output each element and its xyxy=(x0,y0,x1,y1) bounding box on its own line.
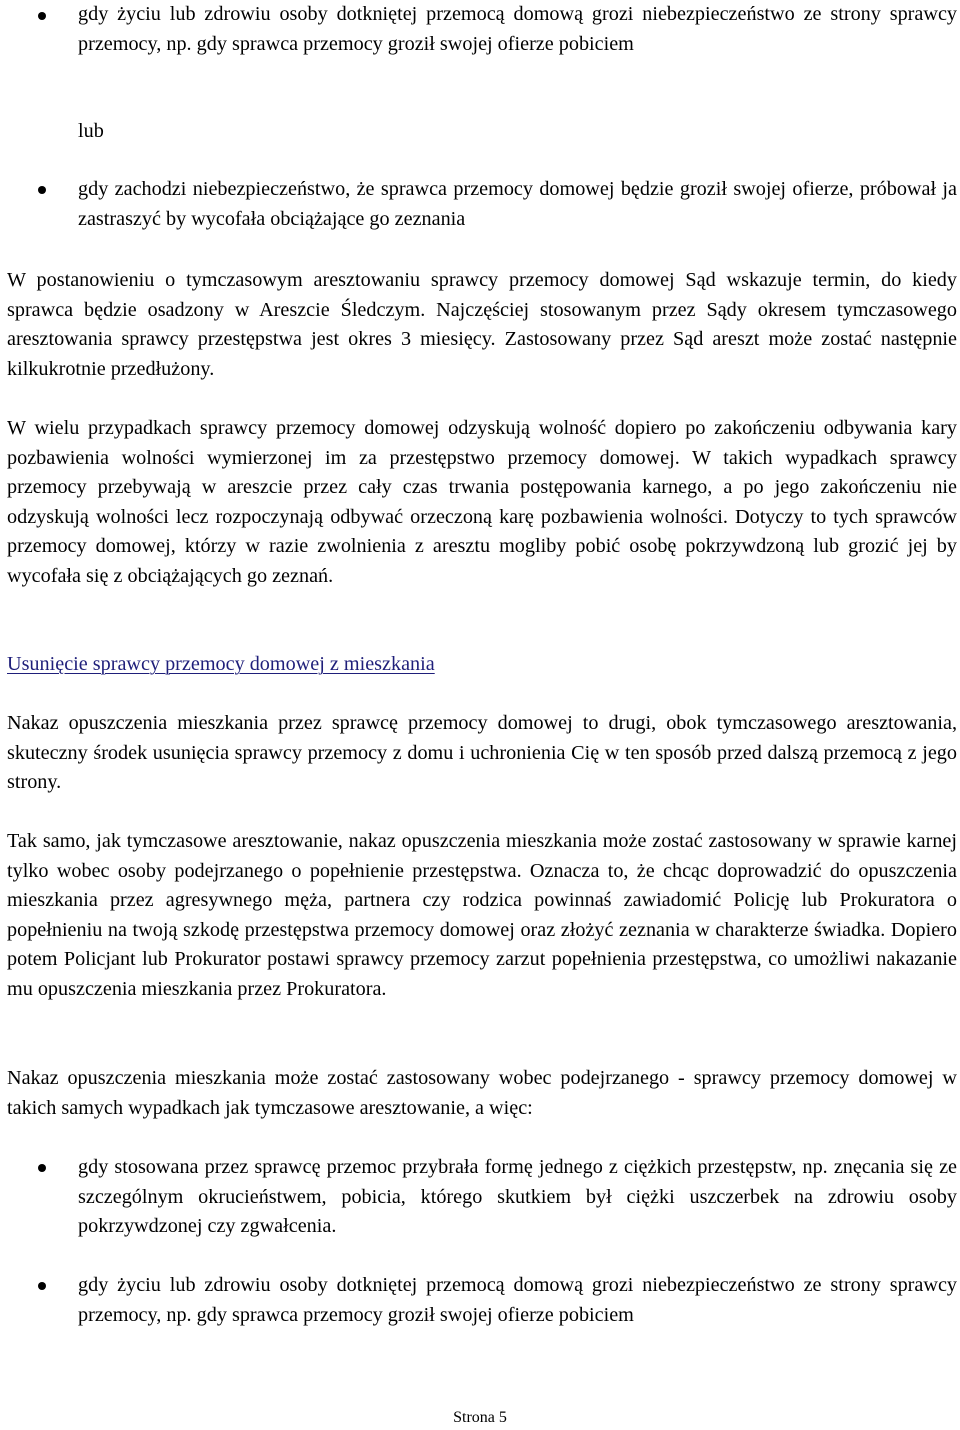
paragraph: W wielu przypadkach sprawcy przemocy domowej odzyskują wolność dopiero po zakończeniu odbywania kary pozbawienia wolności wymierzonej im za przestępstwo przemocy domowej. W takich wypadkach sprawcy przemocy przebywają w areszcie przez cały czas trwania postępowania karnego, a po jego zakończeniu nie odzyskują wolności lecz rozpoczynają odbywać orzeczoną karę pozbawienia wolności. Dotyczy to tych sprawców przemocy domowej, którzy w razie zwolnienia z aresztu mogliby pobić osobę pokrzywdzoną lub grozić jej by wycofała się z obciążających go zeznań. xyxy=(7,417,957,587)
bullet-dot xyxy=(38,1282,46,1290)
bullet-item: gdy życiu lub zdrowiu osoby dotkniętej przemocą domową grozi niebezpieczeństwo ze strony sprawcy przemocy, np. gdy sprawca przemocy groził swojej ofierze pobiciem xyxy=(78,1274,957,1326)
bullet-dot xyxy=(38,12,46,20)
connector-text: lub xyxy=(78,120,104,142)
bullet-item: gdy zachodzi niebezpieczeństwo, że sprawca przemocy domowej będzie groził swojej ofierze, próbował ja zastraszyć by wycofała obciążające go zeznania xyxy=(78,178,957,230)
paragraph: Nakaz opuszczenia mieszkania może zostać zastosowany wobec podejrzanego - sprawcy przemocy domowej w takich samych wypadkach jak tymczasowe aresztowanie, a więc: xyxy=(7,1067,957,1119)
paragraph: Nakaz opuszczenia mieszkania przez sprawcę przemocy domowej to drugi, obok tymczasowego aresztowania, skuteczny środek usunięcia sprawcy przemocy z domu i uchronienia Cię w ten sposób przed dalszą przemocą z jego strony. xyxy=(7,712,957,793)
section-heading: Usunięcie sprawcy przemocy domowej z mieszkania xyxy=(7,653,435,675)
bullet-item: gdy stosowana przez sprawcę przemoc przybrała formę jednego z ciężkich przestępstw, np. znęcania się ze szczególnym okrucieństwem, pobicia, którego skutkiem był ciężki uszczerbek na zdrowiu osoby pokrzywdzonej czy zgwałcenia. xyxy=(78,1156,957,1237)
bullet-item: gdy życiu lub zdrowiu osoby dotkniętej przemocą domową grozi niebezpieczeństwo ze strony sprawcy przemocy, np. gdy sprawca przemocy groził swojej ofierze pobiciem xyxy=(78,3,957,55)
bullet-dot xyxy=(38,186,46,194)
bullet-dot xyxy=(38,1164,46,1172)
paragraph: Tak samo, jak tymczasowe aresztowanie, nakaz opuszczenia mieszkania może zostać zastosowany w sprawie karnej tylko wobec osoby podejrzanego o popełnienie przestępstwa. Oznacza to, że chcąc doprowadzić do opuszczenia mieszkania przez agresywnego męża, partnera czy rodzica powinnaś zawiadomić Policję lub Prokuratora o popełnieniu na twoją szkodę przestępstwa przemocy domowej oraz złożyć zeznania w charakterze świadka. Dopiero potem Policjant lub Prokurator postawi sprawcy przemocy zarzut popełnienia przestępstwa, co umożliwi nakazanie mu opuszczenia mieszkania przez Prokuratora. xyxy=(7,830,957,1000)
paragraph: W postanowieniu o tymczasowym aresztowaniu sprawcy przemocy domowej Sąd wskazuje termin, do kiedy sprawca będzie osadzony w Areszcie Śledczym. Najczęściej stosowanym przez Sądy okresem tymczasowego aresztowania sprawcy przestępstwa jest okres 3 miesięcy. Zastosowany przez Sąd areszt może zostać następnie kilkukrotnie przedłużony. xyxy=(7,269,957,380)
page-number: Strona 5 xyxy=(453,1409,507,1426)
